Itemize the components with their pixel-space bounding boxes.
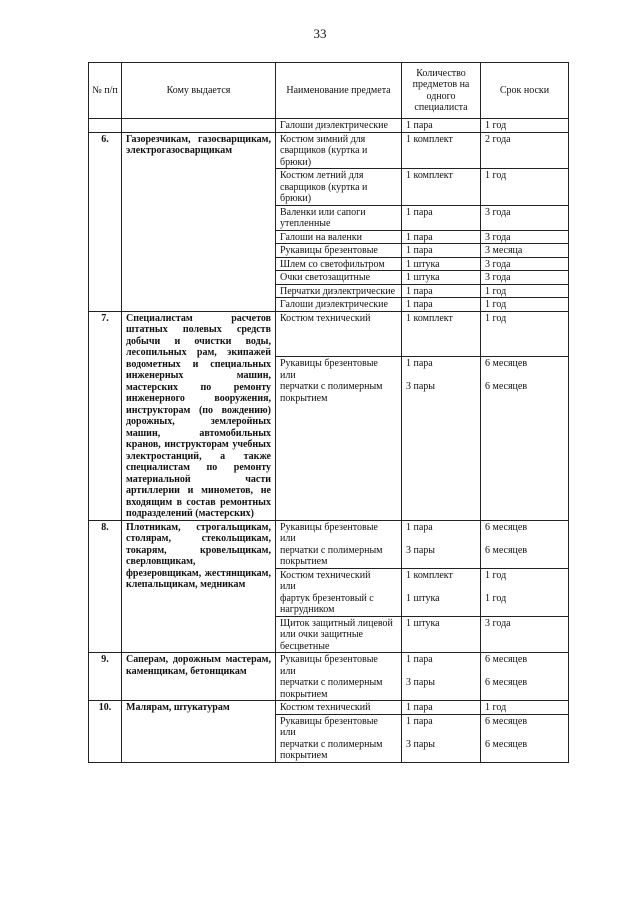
quantity-cell: 1 пара: [402, 205, 481, 230]
term-cell: 2 года: [481, 132, 569, 169]
item-name-cell: Костюм технический: [276, 311, 402, 357]
quantity-cell: 1 штука: [402, 271, 481, 285]
quantity-cell: 1 пара 3 пары: [402, 520, 481, 568]
item-name-cell: Галоши диэлектрические: [276, 298, 402, 312]
recipient-cell: Малярам, штукатурам: [122, 701, 276, 763]
term-cell: 1 год: [481, 169, 569, 206]
item-name-cell: Рукавицы брезентовые или перчатки с полимерным покрытием: [276, 357, 402, 520]
item-name-cell: Рукавицы брезентовые или перчатки с полимерным покрытием: [276, 653, 402, 701]
term-cell: 3 года: [481, 257, 569, 271]
item-name-cell: Рукавицы брезентовые или перчатки с полимерным покрытием: [276, 520, 402, 568]
term-cell: 1 год: [481, 284, 569, 298]
page-number: 33: [313, 26, 327, 41]
term-cell: 1 год 1 год: [481, 568, 569, 616]
quantity-cell: 1 пара: [402, 701, 481, 715]
table-row: [89, 520, 569, 568]
quantity-cell: 1 пара 3 пары: [402, 653, 481, 701]
header-recipient: Кому выдается: [122, 63, 276, 119]
quantity-cell: 1 пара 3 пары: [402, 357, 481, 520]
issuance-table: [88, 62, 569, 763]
quantity-cell: 1 пара 3 пары: [402, 714, 481, 762]
header-quantity: Количество предметов на одного специалиста: [402, 63, 481, 119]
item-name-cell: Перчатки диэлектрические: [276, 284, 402, 298]
header-term: Срок носки: [481, 63, 569, 119]
quantity-cell: 1 пара: [402, 119, 481, 133]
recipient-cell: Саперам, дорожным мастерам, каменщикам, бетонщикам: [122, 653, 276, 701]
table-body: [89, 119, 569, 763]
table-row: [89, 311, 569, 357]
item-name-cell: Рукавицы брезентовые: [276, 244, 402, 258]
row-number: 6.: [89, 132, 122, 311]
row-number: 10.: [89, 701, 122, 763]
quantity-cell: 1 пара: [402, 284, 481, 298]
item-name-cell: Костюм зимний для сварщиков (куртка и брюки): [276, 132, 402, 169]
table-row: [89, 132, 569, 169]
item-name-cell: Шлем со светофильтром: [276, 257, 402, 271]
row-number: 9.: [89, 653, 122, 701]
quantity-cell: 1 штука: [402, 257, 481, 271]
recipient-cell: Газорезчикам, газосварщикам, электрогазосварщикам: [122, 132, 276, 311]
quantity-cell: 1 комплект: [402, 311, 481, 357]
term-cell: 6 месяцев 6 месяцев: [481, 520, 569, 568]
quantity-cell: 1 пара: [402, 244, 481, 258]
term-cell: 1 год: [481, 701, 569, 715]
term-cell: 3 года: [481, 616, 569, 653]
row-number: [89, 119, 122, 133]
term-cell: 6 месяцев 6 месяцев: [481, 357, 569, 520]
header-item: Наименование предмета: [276, 63, 402, 119]
item-name-cell: Костюм технический или фартук брезентовый с нагрудником: [276, 568, 402, 616]
item-name-cell: Костюм летний для сварщиков (куртка и брюки): [276, 169, 402, 206]
term-cell: 1 год: [481, 311, 569, 357]
term-cell: 3 месяца: [481, 244, 569, 258]
quantity-cell: 1 комплект: [402, 169, 481, 206]
term-cell: 6 месяцев 6 месяцев: [481, 714, 569, 762]
quantity-cell: 1 комплект: [402, 132, 481, 169]
recipient-cell: [122, 119, 276, 133]
item-name-cell: Валенки или сапоги утепленные: [276, 205, 402, 230]
term-cell: 6 месяцев 6 месяцев: [481, 653, 569, 701]
quantity-cell: 1 пара: [402, 230, 481, 244]
item-name-cell: Рукавицы брезентовые или перчатки с полимерным покрытием: [276, 714, 402, 762]
table-row: [89, 701, 569, 715]
header-num: № п/п: [89, 63, 122, 119]
item-name-cell: Галоши диэлектрические: [276, 119, 402, 133]
item-name-cell: Галоши на валенки: [276, 230, 402, 244]
table-row: [89, 119, 569, 133]
recipient-cell: Специалистам расчетов штатных полевых средств добычи и очистки воды, лесопильных рам, экипажей водометных и специальных инженерных машин, мастерских по ремонту инженерного вооружения, инструкторам (по вождению) дорожных, землеройных машин, автомобильных кранов, инструкторам учебных электростанций, а также специалистам по ремонту материальной части артиллерии и минометов, не входящим в состав ремонтных подразделений (мастерских): [122, 311, 276, 520]
term-cell: 3 года: [481, 230, 569, 244]
quantity-cell: 1 комплект 1 штука: [402, 568, 481, 616]
quantity-cell: 1 пара: [402, 298, 481, 312]
quantity-cell: 1 штука: [402, 616, 481, 653]
term-cell: 3 года: [481, 205, 569, 230]
row-number: 8.: [89, 520, 122, 653]
item-name-cell: Очки светозащитные: [276, 271, 402, 285]
table-row: [89, 653, 569, 701]
term-cell: 1 год: [481, 119, 569, 133]
term-cell: 1 год: [481, 298, 569, 312]
recipient-cell: Плотникам, строгальщикам, столярам, стекольщикам, токарям, кровельщикам, сверловщикам, фрезеровщикам, жестянщикам, клепальщикам, медникам: [122, 520, 276, 653]
term-cell: 3 года: [481, 271, 569, 285]
item-name-cell: Щиток защитный лицевой или очки защитные бесцветные: [276, 616, 402, 653]
row-number: 7.: [89, 311, 122, 520]
item-name-cell: Костюм технический: [276, 701, 402, 715]
table-header-row: [89, 63, 569, 119]
